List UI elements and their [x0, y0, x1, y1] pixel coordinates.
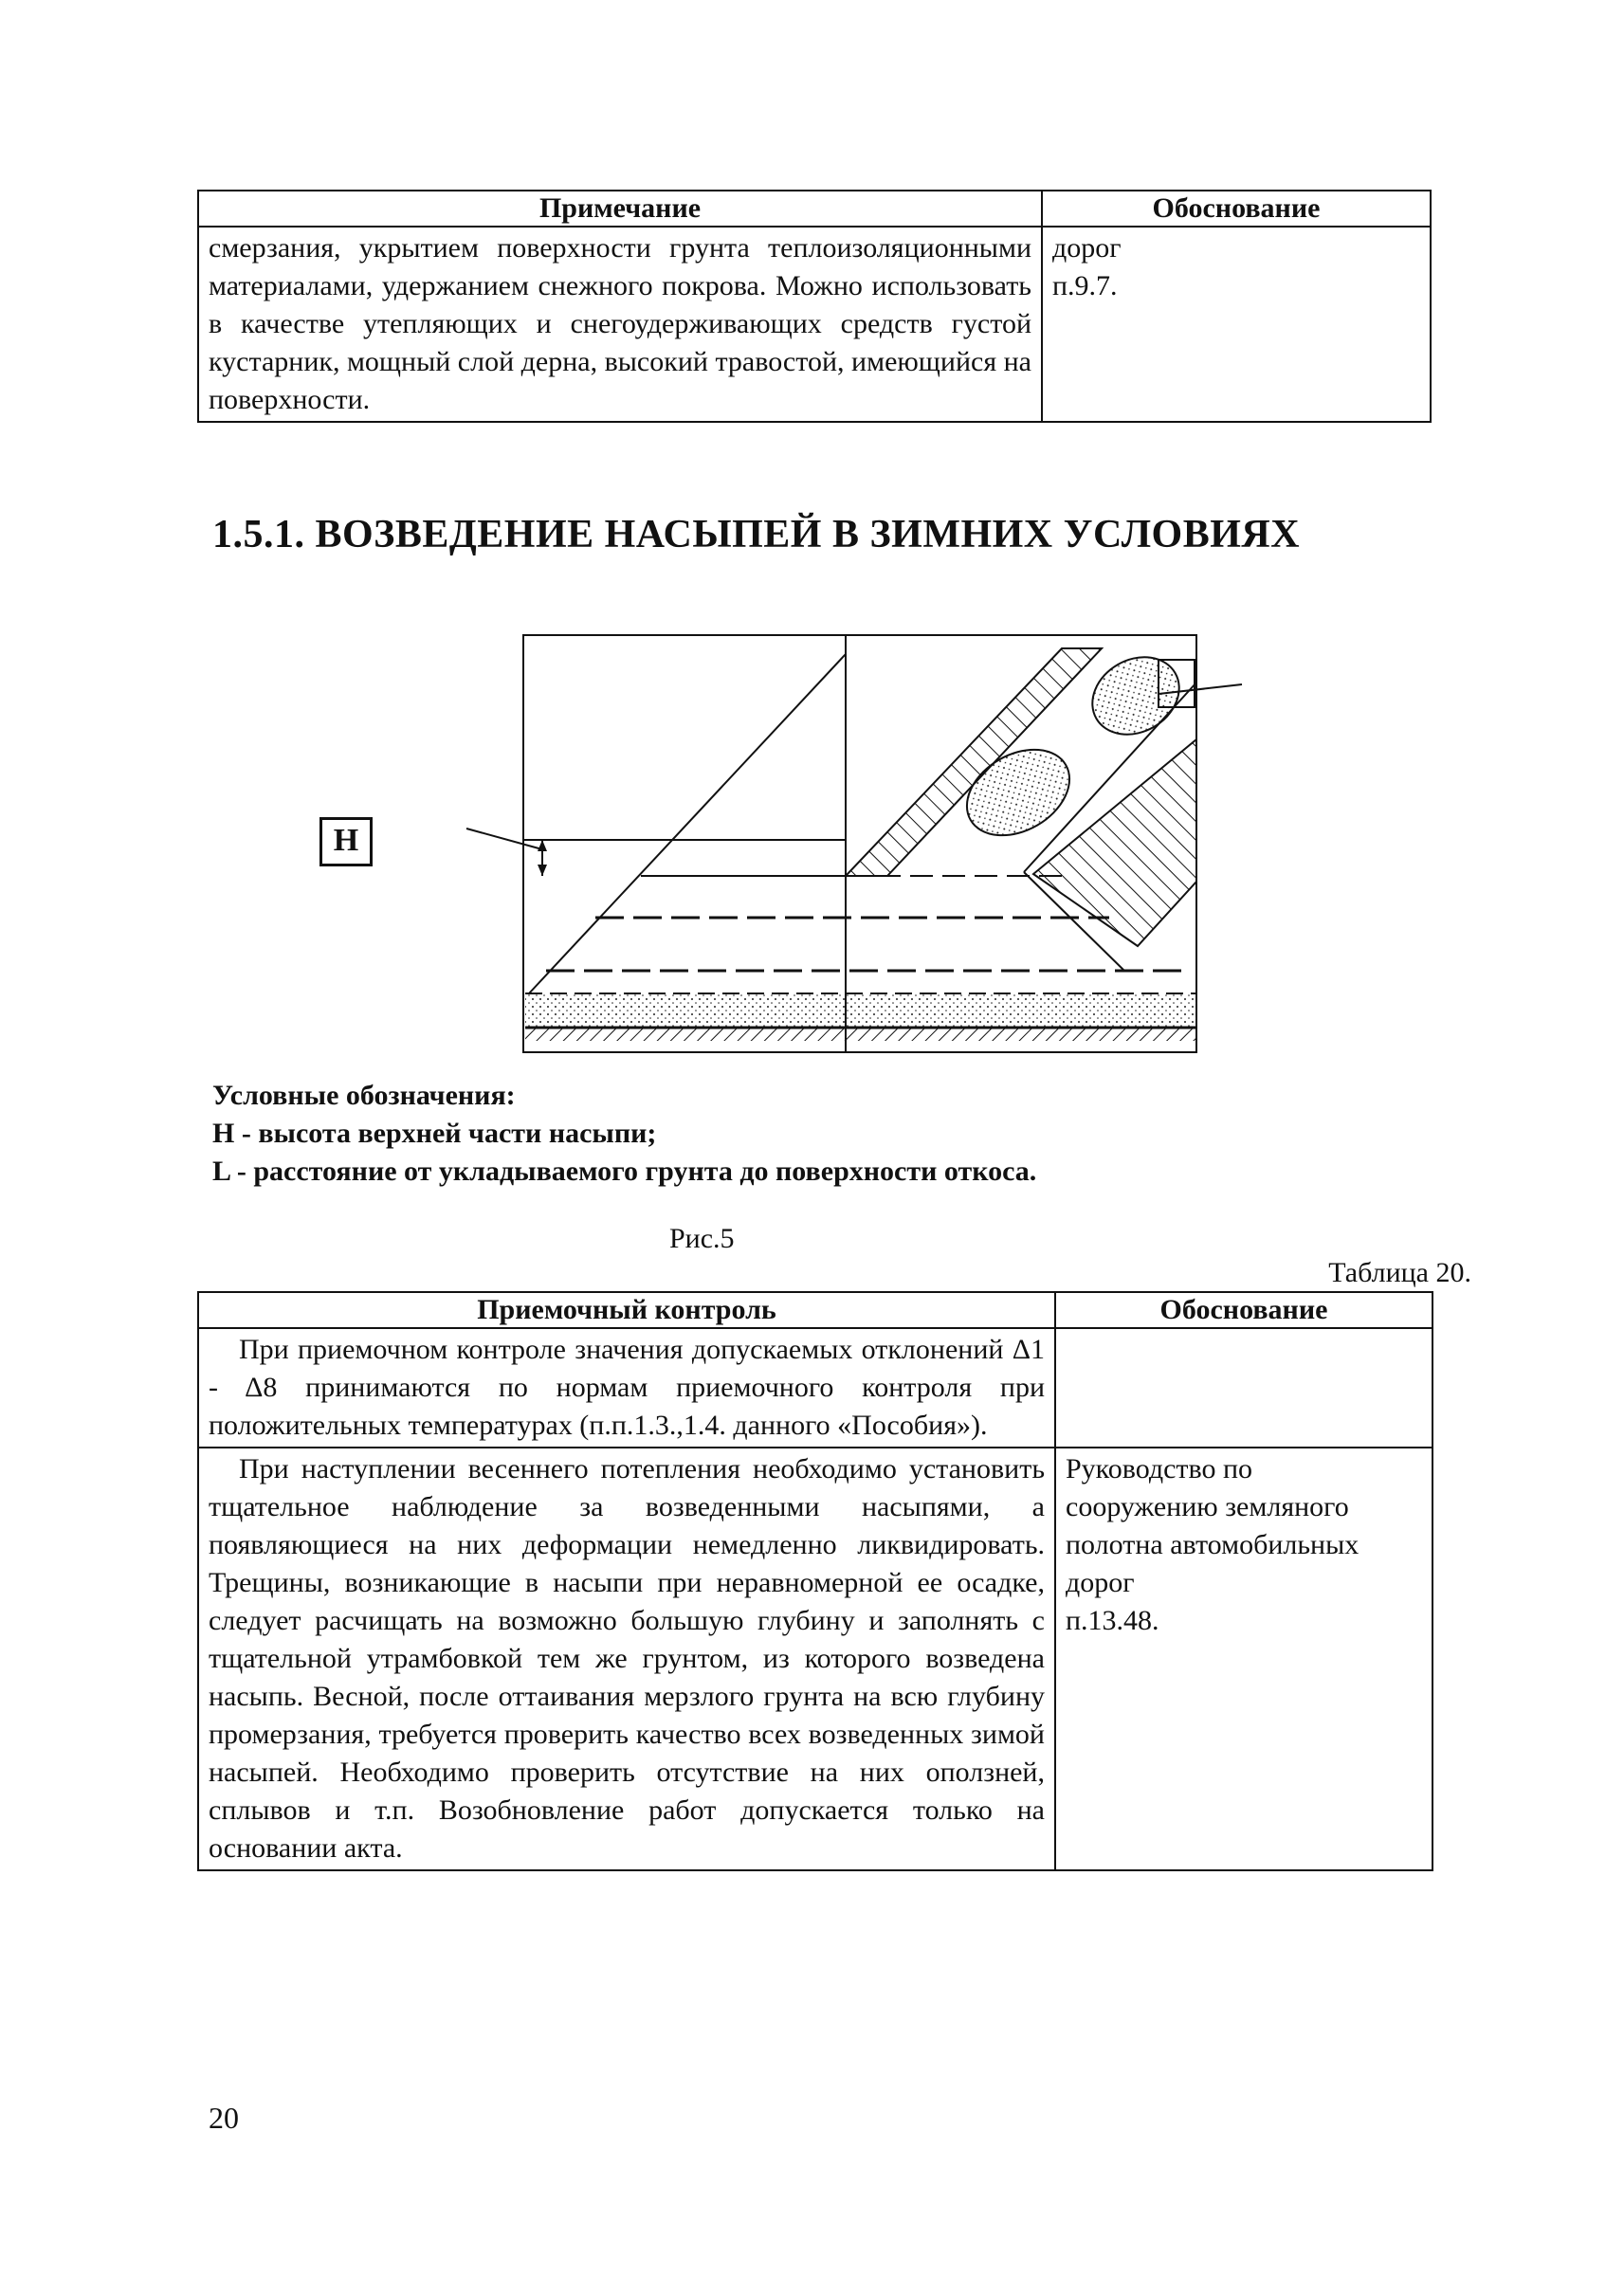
header-basis: Обоснование — [1055, 1292, 1432, 1328]
note-cell: смерзания, укрытием поверхности грунта теплоизоляционными материалами, удержанием снежного покрова. Можно использовать в качестве утепляющих и снегоудерживающих средств густой кустарник, мощный слой дерна, высокий травостой, имеющийся на поверхности. — [198, 227, 1042, 422]
table-number: Таблица 20. — [1328, 1257, 1471, 1288]
basis-line: полотна автомобильных — [1066, 1529, 1359, 1560]
legend-title: Условные обозначения: — [212, 1080, 516, 1111]
legend — [212, 1077, 1036, 1191]
control-cell: При приемочном контроле значения допускаемых отклонений Δ1 - Δ8 принимаются по нормам приемочного контроля при положительных температурах (п.п.1.3.,1.4. данного «Пособия»). — [198, 1328, 1055, 1448]
basis-line: п.13.48. — [1066, 1605, 1159, 1636]
basis-line: дорог — [1066, 1567, 1135, 1598]
basis-line: дорог — [1052, 232, 1122, 264]
header-control: Приемочный контроль — [198, 1292, 1055, 1328]
basis-line: Руководство по — [1066, 1453, 1253, 1484]
table-top — [197, 190, 1432, 423]
basis-cell — [1055, 1448, 1432, 1870]
sand-layer — [525, 993, 1196, 1028]
legend-item-l: L - расстояние от укладываемого грунта до поверхности откоса. — [212, 1156, 1037, 1187]
page-number: 20 — [209, 2101, 239, 2135]
header-basis: Обоснование — [1042, 191, 1431, 227]
basis-cell — [1042, 227, 1431, 422]
basis-line: п.9.7. — [1052, 270, 1118, 301]
section-heading: 1.5.1. ВОЗВЕДЕНИЕ НАСЫПЕЙ В ЗИМНИХ УСЛОВИЯХ — [212, 513, 1301, 556]
basis-line: сооружению земляного — [1066, 1491, 1349, 1522]
figure-caption: Рис.5 — [669, 1223, 735, 1254]
ground-hatch — [525, 1028, 1196, 1041]
legend-item-h: H - высота верхней части насыпи; — [212, 1118, 657, 1149]
control-cell: При наступлении весеннего потепления необходимо установить тщательное наблюдение за возведенными насыпями, а появляющиеся на них деформации немедленно ликвидировать. Трещины, возникающие в насыпи при неравномерной ее осадке, следует расчищать на возможно большую глубину и заполнять с тщательной утрамбовкой тем же грунтом, из которого возведена насыпь. Весной, после оттаивания мерзлого грунта на всю глубину промерзания, требуется проверить качество всех возведенных зимой насыпей. Необходимо проверить отсутствие на них оползней, сплывов и т.п. Возобновление работ допускается только на основании акта. — [198, 1448, 1055, 1870]
left-slope — [529, 654, 846, 993]
header-note: Примечание — [198, 191, 1042, 227]
table-bottom — [197, 1291, 1433, 1871]
embankment-figure — [455, 626, 1251, 1062]
h-label-box: H — [319, 817, 373, 866]
soil-pile-upper — [1078, 642, 1193, 750]
basis-cell — [1055, 1328, 1432, 1448]
